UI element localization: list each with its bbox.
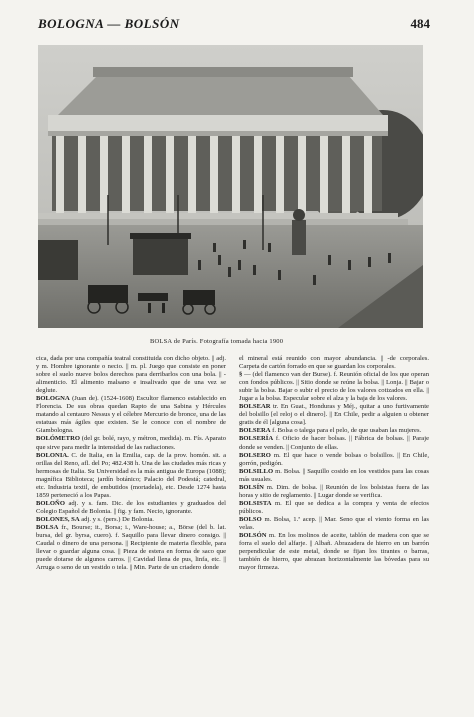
page-number: 484: [410, 16, 430, 31]
entry: § — (del flamenco van der Burse). f. Reunión oficial de los que operan con fondos públicos. || Sitio donde se reúne la bolsa. || Lonja. || Bajar o subir la bolsa. Bajar o subir el precio de los valores cotizados en ella. || Jugar a la bolsa. Especular sobre el alza y la baja de los valores.: [239, 371, 429, 403]
entry: BOLSILLO m. Bolsa. || Saquillo cosido en los vestidos para las cosas más usuales.: [239, 467, 429, 483]
right-column: [239, 355, 429, 572]
entry: BOLSO m. Bolsa, 1.ª acep. || Mar. Seno que el viento forma en las velas.: [239, 515, 429, 531]
entry: BOLONES, SA adj. y s. (pers.) De Bolonia.: [36, 515, 154, 523]
entry: BOLSISTA m. El que se dedica a la compra y venta de efectos públicos.: [239, 499, 429, 515]
running-title: BOLOGNA — BOLSÓN: [38, 16, 180, 31]
photo-caption: BOLSA de París. Fotografía tomada hacia 1900: [150, 338, 284, 345]
entry: BOLSÓN m. En los molinos de aceite, tablón de madera con que se forra el suelo del alfarje. || Albañ. Abrazadera de hierro en un barrón perpendicular de este metal, donde se fijan los tirantes o barras, también de hierro, que abrazan horizontalmente las bóvedas para su mayor firmeza.: [239, 532, 429, 572]
entry: BOLSERA f. Bolsa o talega para el pelo, de que usaban las mujeres.: [239, 427, 422, 435]
entry: BOLSA fr., Bourse; it., Borsa; i., Ware-house; a., Börse (del b. lat. bursa, del gr. byrsa, cuero). f. Saquillo para llevar dinero consigo. || Caudal o dinero de una persona. || Recipiente de materia flexible, para llevar o guardar alguna cosa. || Pieza de estera en forma de saco que puede dotarse de algunos carros. || Cavidad llena de pus, linfa, etc. || Arruga o seno de un vestido o tela. || Min. Parte de un criadero donde: [36, 523, 226, 572]
entry: el mineral está reunido con mayor abundancia. || -de corporales. Carpeta de cartón forrado en que se guardan los corporales.: [239, 355, 429, 371]
entry: BOLSÍN m. Dim. de bolsa. || Reunión de los bolsistas fuera de las horas y sitio de reglamento. || Lugar donde se verifica.: [239, 483, 429, 499]
entry: BOLÓMETRO (del gr. bolé, rayo, y métron, medida). m. Fís. Aparato que sirve para medir la intensidad de las radiaciones.: [36, 435, 226, 451]
entry: BOLSERO m. El que hace o vende bolsas o bolsillos. || En Chile, gorrón, pedigón.: [239, 451, 429, 467]
entry: BOLSERÍA f. Oficio de hacer bolsas. || Fábrica de bolsas. || Paraje donde se venden. || Conjunto de ellas.: [239, 435, 429, 451]
entry: BOLOÑO adj. y s. fam. Dic. de los estudiantes y graduados del Colegio Español de Bolonia. || fig. y fam. Necio, ignorante.: [36, 499, 226, 515]
entry: cica, dada por una compañía teatral constituida con dicho objeto. || adj. y m. Hombre ignorante o necio. || m. pl. Juego que consiste en poner sobre el suelo nueve bolos derechos para derribarlos con una bola. || -alimenticio. El alimento malsano e insalivado que de una vez se deglute.: [36, 355, 226, 395]
entry: BOLSEAR tr. En Guat., Honduras y Méj., quitar a uno furtivamente del bolsillo [el reloj o el dinero]. || En Chile, pedir a alguien u obtener gratis de él [alguna cosa].: [239, 403, 429, 427]
entry: BOLOGNA (Juan de). (1524-1608) Escultor flamenco establecido en Florencia. De sus obras quedan Rapto de una Sabina y Hércules matando al centauro Nessus y el célebre Mercurio de bronce, una de las estatuas más ágiles que existen. Se le conoce con el nombre de Giambologna.: [36, 395, 226, 435]
bourse-photograph: [38, 45, 423, 328]
entry: BOLONIA. C. de Italia, en la Emilia, cap. de la prov. homón. sit. a orillas del Reno, afl. del Po; 482.438 h. Una de las ciudades más ricas y hermosas de Italia. Su Universidad es la más antigua de Europa (1088); magnífica Biblioteca; jardín botánico; Palacio del Podestá; catedral, etc. Industria textil, de embutidos (mortadela), etc. Desde 1274 hasta 1859 perteneció a los Papas.: [36, 451, 226, 499]
bourse-building-illustration: [38, 45, 423, 328]
left-column: [36, 355, 226, 572]
